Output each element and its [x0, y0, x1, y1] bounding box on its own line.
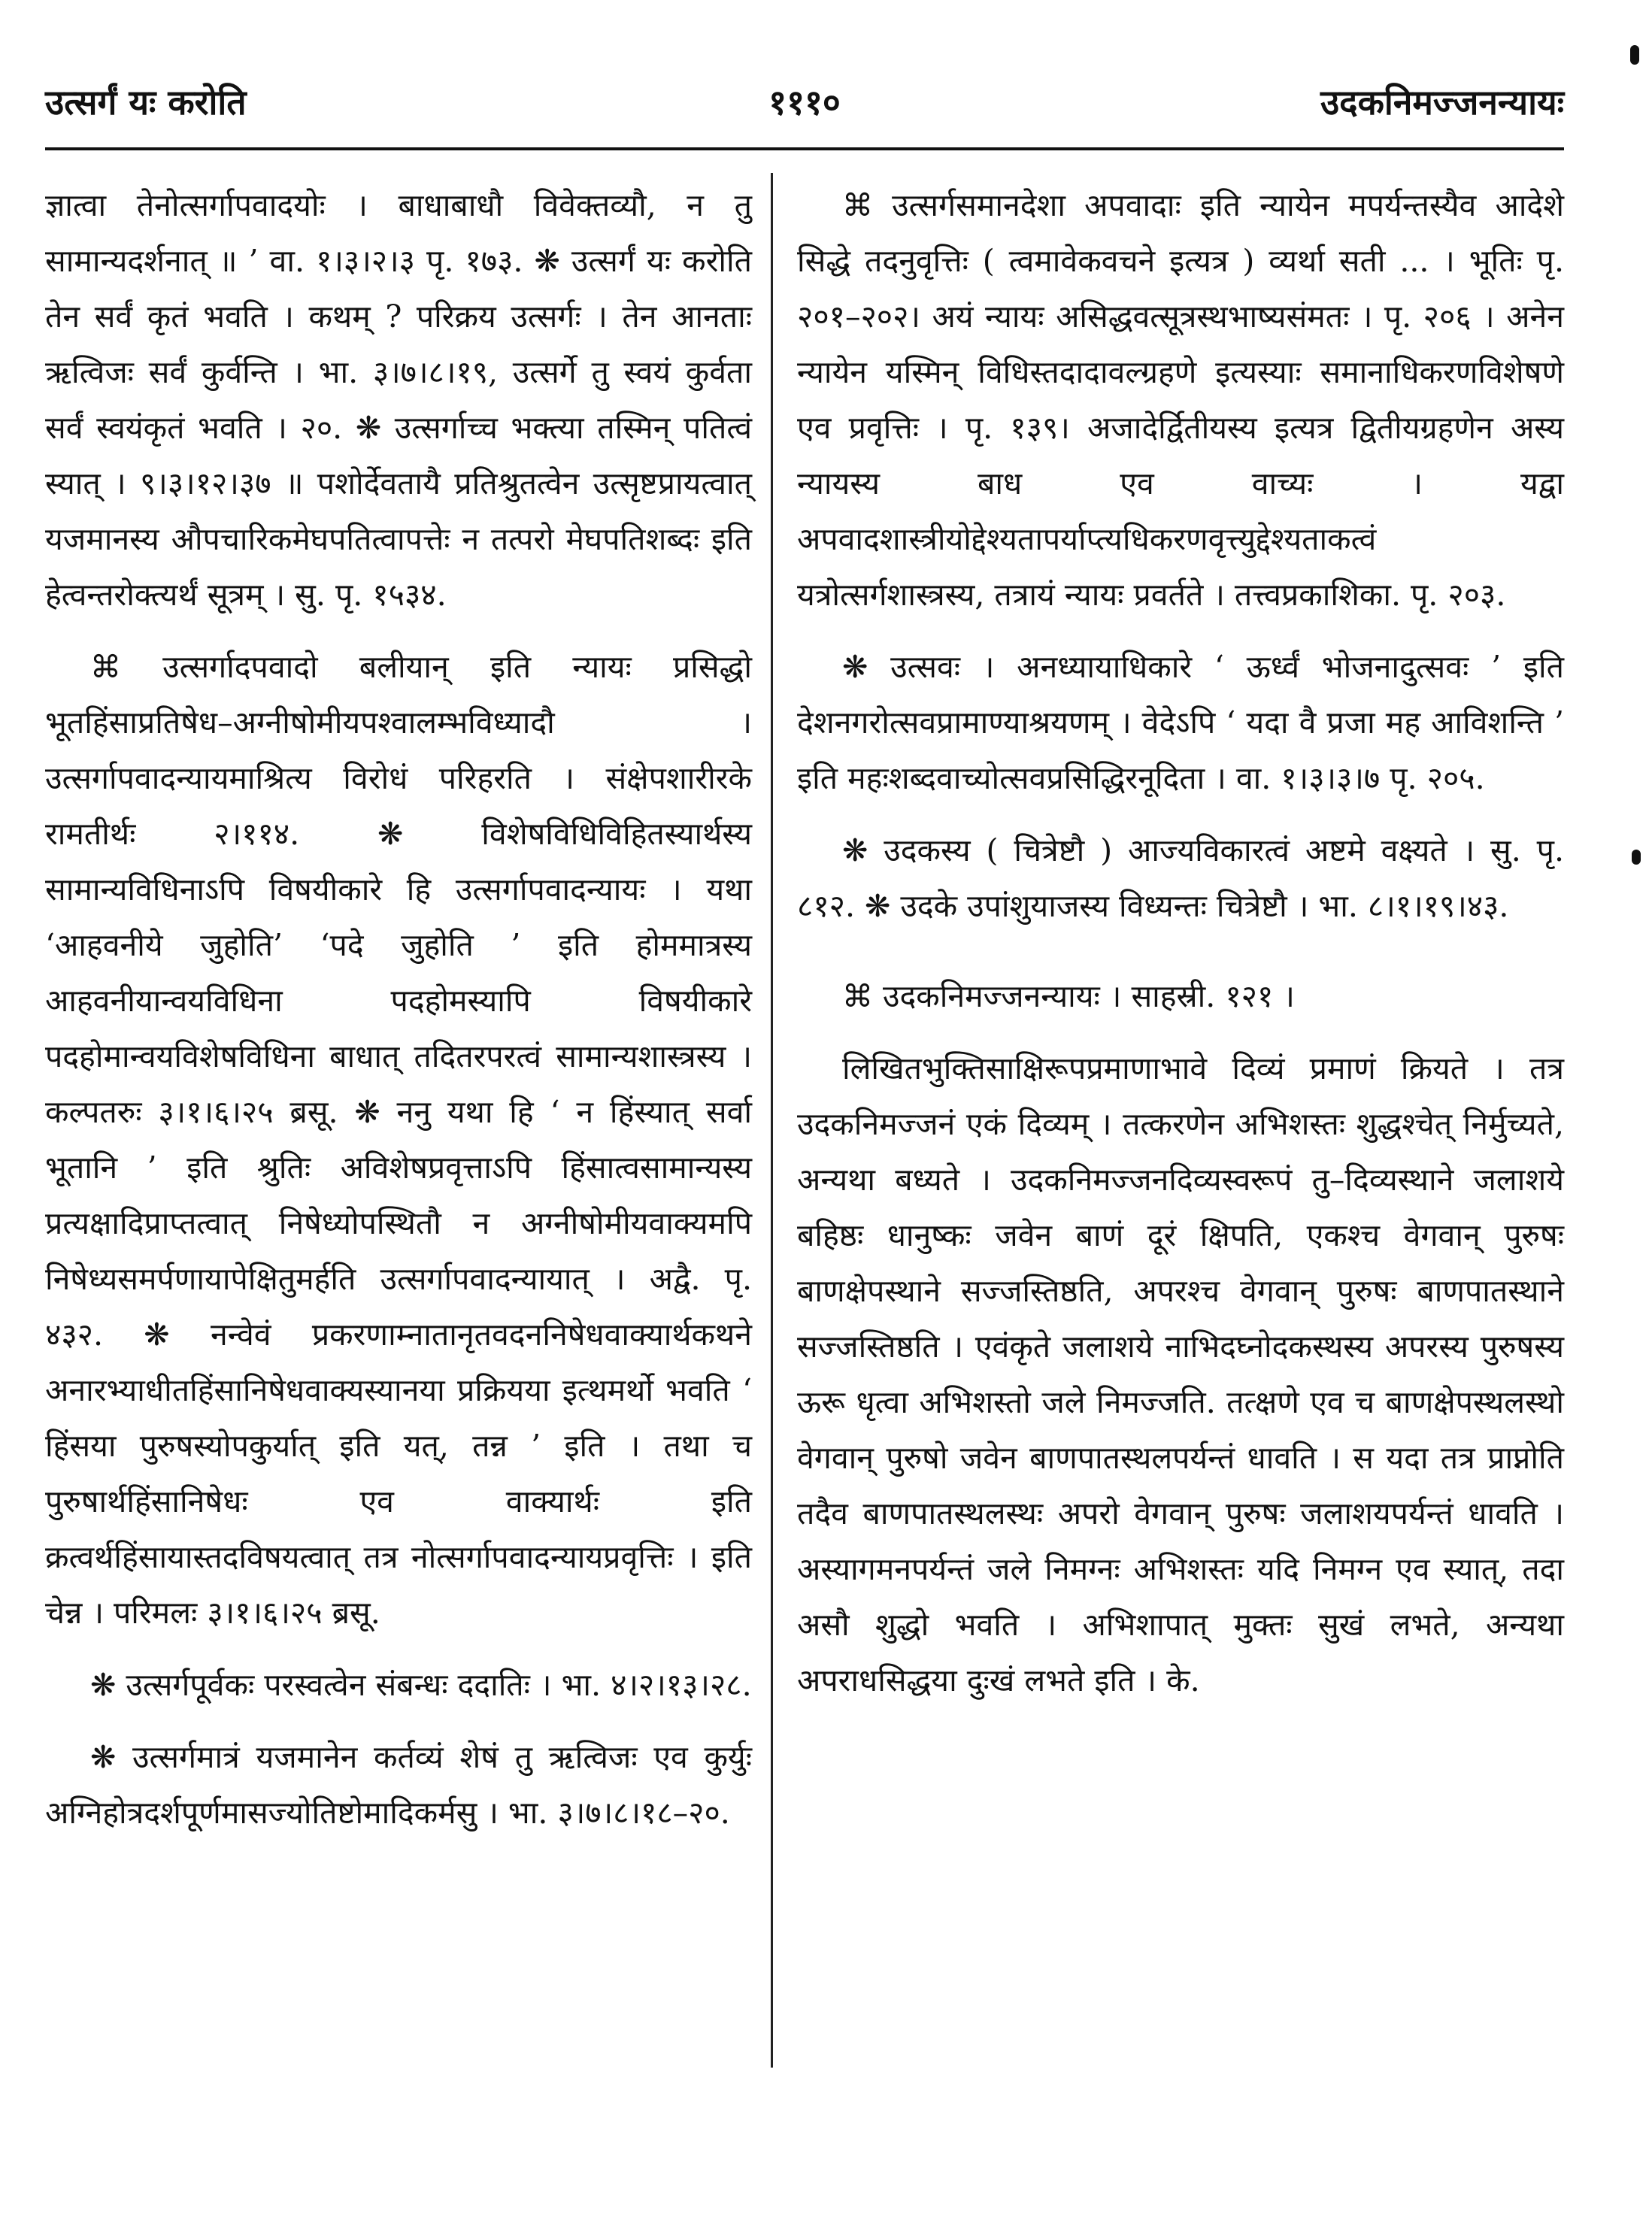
running-head-left: उत्सर्गं यः करोति: [45, 82, 247, 123]
right-entry-3: ❋ उदकस्य ( चित्रेष्टौ ) आज्यविकारत्वं अष्टमे वक्ष्यते । सु. पृ. ८१२. ❋ उदके उपांशुयाजस्य विध्यन्तः चित्रेष्टौ । भा. ८।१।१९।४३.: [797, 832, 1564, 924]
margin-speck: [1632, 850, 1641, 865]
page-number: १११०: [768, 82, 841, 123]
right-column: [797, 177, 1564, 1708]
left-entry-4: ❋ उत्सर्गमात्रं यजमानेन कर्तव्यं शेषं तु ऋत्विजः एव कुर्युः अग्निहोत्रदर्शपूर्णमासज्योतिष्टोमादिकर्मसु । भा. ३।७।८।१८–२०.: [45, 1739, 752, 1831]
header-rule: [45, 147, 1564, 150]
right-entry-2: ❋ उत्सवः । अनध्यायाधिकारे ‘ ऊर्ध्वं भोजनादुत्सवः ’ इति देशनगरोत्सवप्रामाण्याश्रयणम् । वेदेऽपि ‘ यदा वै प्रजा मह आविशन्ति ’ इति महःशब्दवाच्योत्सवप्रसिद्धिरनूदिता । वा. १।३।३।७ पृ. २०५.: [797, 649, 1564, 796]
left-column: [45, 177, 752, 1841]
margin-speck: [1630, 45, 1639, 65]
running-head-right: उदकनिमज्जनन्यायः: [1320, 82, 1564, 123]
page-header: [45, 78, 1564, 138]
right-entry-5: लिखितभुक्तिसाक्षिरूपप्रमाणाभावे दिव्यं प्रमाणं क्रियते । तत्र उदकनिमज्जनं एकं दिव्यम् । तत्करणेन अभिशस्तः शुद्धश्चेत् निर्मुच्यते, अन्यथा बध्यते । उदकनिमज्जनदिव्यस्वरूपं तु–दिव्यस्थाने जलाशये बहिष्ठः धानुष्कः जवेन बाणं दूरं क्षिपति, एकश्च वेगवान् पुरुषः बाणक्षेपस्थाने सज्जस्तिष्ठति, अपरश्च वेगवान् पुरुषः बाणपातस्थाने सज्जस्तिष्ठति । एवंकृते जलाशये नाभिदघ्नोदकस्थस्य अपरस्य पुरुषस्य ऊरू धृत्वा अभिशस्तो जले निमज्जति. तत्क्षणे एव च बाणक्षेपस्थलस्थो वेगवान् पुरुषो जवेन बाणपातस्थलपर्यन्तं धावति । स यदा तत्र प्राप्नोति तदैव बाणपातस्थलस्थः अपरो वेगवान् पुरुषः जलाशयपर्यन्तं धावति । अस्यागमनपर्यन्तं जले निमग्नः अभिशस्तः यदि निमग्न एव स्यात्, तदा असौ शुद्धो भवति । अभिशापात् मुक्तः सुखं लभते, अन्यथा अपराधसिद्धया दुःखं लभते इति । के.: [797, 1050, 1564, 1698]
left-entry-3: ❋ उत्सर्गपूर्वकः परस्वत्वेन संबन्धः ददातिः । भा. ४।२।१३।२८.: [90, 1667, 752, 1703]
left-entry-2: ⌘ उत्सर्गादपवादो बलीयान् इति न्यायः प्रसिद्धो भूतहिंसाप्रतिषेध–अग्नीषोमीयपश्वालम्भविध्यादौ । उत्सर्गापवादन्यायमाश्रित्य विरोधं परिहरति । संक्षेपशारीरके रामतीर्थः २।११४. ❋ विशेषविधिविहितस्यार्थस्य सामान्यविधिनाऽपि विषयीकारे हि उत्सर्गापवादन्यायः । यथा ‘आहवनीये जुहोति’ ‘पदे जुहोति ’ इति होममात्रस्य आहवनीयान्वयविधिना पदहोमस्यापि विषयीकारे पदहोमान्वयविशेषविधिना बाधात् तदितरपरत्वं सामान्यशास्त्रस्य । कल्पतरुः ३।१।६।२५ ब्रसू. ❋ ननु यथा हि ‘ न हिंस्यात् सर्वा भूतानि ’ इति श्रुतिः अविशेषप्रवृत्ताऽपि हिंसात्वसामान्यस्य प्रत्यक्षादिप्राप्तत्वात् निषेध्योपस्थितौ न अग्नीषोमीयवाक्यमपि निषेध्यसमर्पणायापेक्षितुमर्हति उत्सर्गापवादन्यायात् । अद्वै. पृ. ४३२. ❋ नन्वेवं प्रकरणाम्नातानृतवदननिषेधवाक्यार्थकथने अनारभ्याधीतहिंसानिषेधवाक्यस्यानया प्रक्रियया इत्थमर्थो भवति ‘ हिंसया पुरुषस्योपकुर्यात् इति यत्, तन्न ’ इति । तथा च पुरुषार्थहिंसानिषेधः एव वाक्यार्थः इति क्रत्वर्थहिंसायास्तदविषयत्वात् तत्र नोत्सर्गापवादन्यायप्रवृत्तिः । इति चेन्न । परिमलः ३।१।६।२५ ब्रसू.: [45, 649, 752, 1631]
right-entry-4: ⌘ उदकनिमज्जनन्यायः । साहस्री. १२१ ।: [842, 978, 1295, 1014]
left-entry-1: ज्ञात्वा तेनोत्सर्गापवादयोः । बाधाबाधौ विवेक्तव्यौ, न तु सामान्यदर्शनात् ॥ ’ वा. १।३।२।३ पृ. १७३. ❋ उत्सर्गं यः करोति तेन सर्वं कृतं भवति । कथम् ? परिक्रय उत्सर्गः । तेन आनताः ऋत्विजः सर्वं कुर्वन्ति । भा. ३।७।८।१९, उत्सर्गे तु स्वयं कुर्वता सर्वं स्वयंकृतं भवति । २०. ❋ उत्सर्गाच्च भक्त्या तस्मिन् पतित्वं स्यात् । ९।३।१२।३७ ॥ पशोर्देवतायै प्रतिश्रुतत्वेन उत्सृष्टप्रायत्वात् यजमानस्य औपचारिकमेघपतित्वापत्तेः न तत्परो मेघपतिशब्दः इति हेत्वन्तरोक्त्यर्थं सूत्रम् । सु. पृ. १५३४.: [45, 187, 752, 613]
column-divider: [771, 173, 773, 2068]
right-entry-1: ⌘ उत्सर्गसमानदेशा अपवादाः इति न्यायेन मपर्यन्तस्यैव आदेशे सिद्धे तदनुवृत्तिः ( त्वमावेकवचने इत्यत्र ) व्यर्था सती ... । भूतिः पृ. २०१–२०२। अयं न्यायः असिद्धवत्सूत्रस्थभाष्यसंमतः । पृ. २०६ । अनेन न्यायेन यस्मिन् विधिस्तदादावल्ग्रहणे इत्यस्याः समानाधिकरणविशेषणे एव प्रवृत्तिः । पृ. १३९। अजादेर्द्वितीयस्य इत्यत्र द्वितीयग्रहणेन अस्य न्यायस्य बाध एव वाच्यः । यद्वा अपवादशास्त्रीयोद्देश्यतापर्याप्त्यधिकरणवृत्त्युद्देश्यताकत्वं यत्रोत्सर्गशास्त्रस्य, तत्रायं न्यायः प्रवर्तते । तत्त्वप्रकाशिका. पृ. २०३.: [797, 187, 1564, 613]
